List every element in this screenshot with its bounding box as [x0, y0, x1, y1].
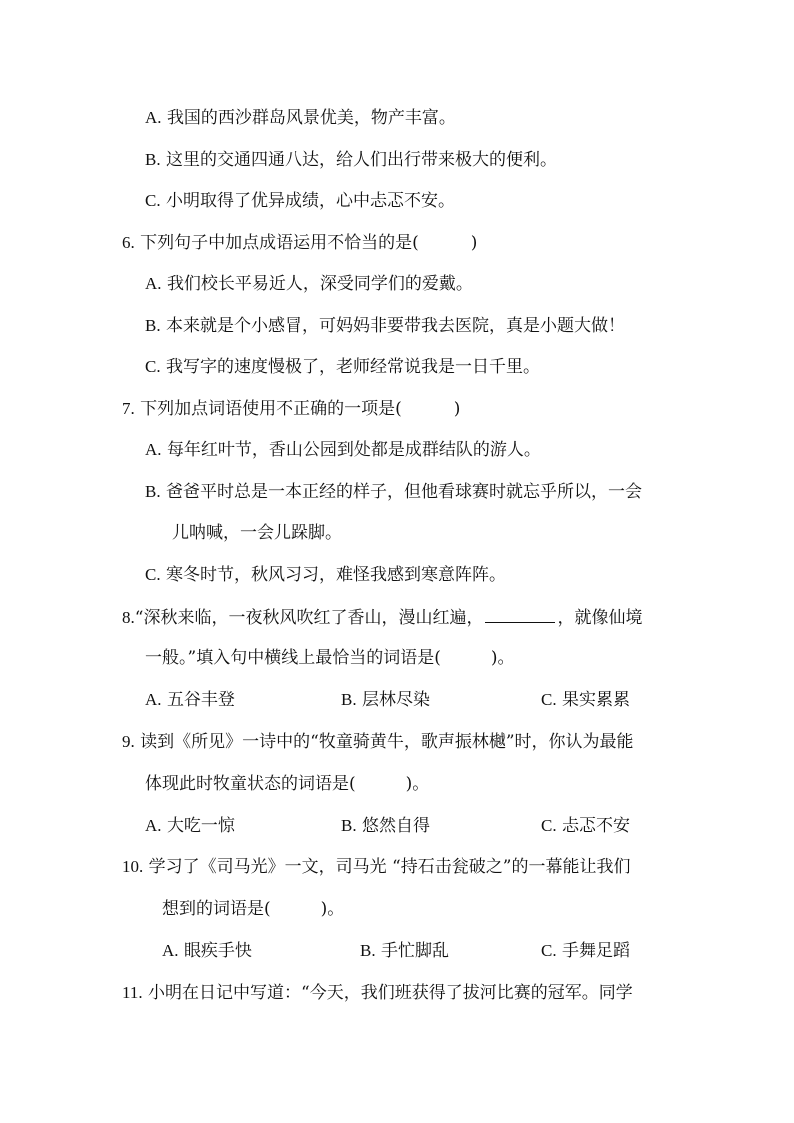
answer-paren-close: ) — [453, 399, 461, 419]
option-label: C. — [145, 357, 161, 376]
option-label: C. — [145, 565, 161, 584]
question-6-stem — [122, 232, 477, 254]
option-label: A. — [162, 941, 179, 960]
question-7-stem — [122, 398, 460, 420]
question-number: 6. — [122, 233, 135, 252]
question-number: 8. — [122, 608, 135, 627]
option-label: C. — [145, 191, 161, 210]
prev-option-b — [145, 149, 557, 171]
q10-option-a — [162, 940, 252, 962]
question-number: 11. — [122, 983, 143, 1002]
option-label: B. — [145, 150, 161, 169]
option-label: C. — [541, 941, 557, 960]
question-11-stem — [122, 982, 633, 1004]
answer-paren-close: )。 — [490, 648, 515, 668]
answer-paren-close: )。 — [320, 899, 345, 919]
q7-option-c — [145, 564, 506, 586]
question-number: 9. — [122, 732, 135, 751]
q7-option-b — [145, 481, 642, 503]
option-label: B. — [341, 816, 357, 835]
question-stem: 想到的词语是( — [162, 899, 271, 919]
option-text: 爸爸平时总是一本正经的样子，但他看球赛时就忘乎所以，一会 — [166, 482, 642, 502]
option-label: C. — [541, 690, 557, 709]
q7-option-a — [145, 439, 541, 461]
q10-option-c — [541, 940, 630, 962]
option-text: 每年红叶节，香山公园到处都是成群结队的游人。 — [166, 440, 541, 460]
question-stem: 下列加点词语使用不正确的一项是( — [140, 399, 402, 419]
question-9-stem-line2 — [145, 773, 429, 795]
question-stem-tail: ，就像仙境 — [557, 608, 643, 628]
option-label: A. — [145, 690, 162, 709]
q6-option-a — [145, 273, 473, 295]
option-label: A. — [145, 440, 162, 459]
q8-option-a — [145, 689, 235, 711]
option-label: B. — [145, 482, 161, 501]
option-text: 寒冬时节，秋风习习，难怪我感到寒意阵阵。 — [166, 565, 506, 585]
question-10-stem — [122, 856, 630, 878]
q7-option-b-cont — [172, 522, 342, 544]
prev-option-a — [145, 107, 456, 129]
question-stem: 学习了《司马光》一文，司马光 “持石击瓮破之”的一幕能让我们 — [148, 857, 631, 877]
option-label: B. — [145, 316, 161, 335]
question-stem: 下列句子中加点成语运用不恰当的是( — [140, 233, 419, 253]
option-text-continued: 儿呐喊，一会儿跺脚。 — [172, 523, 342, 543]
option-text: 手舞足蹈 — [562, 941, 630, 961]
option-text: 这里的交通四通八达，给人们出行带来极大的便利。 — [166, 150, 557, 170]
prev-option-c — [145, 190, 455, 212]
question-stem: 小明在日记中写道：“今天，我们班获得了拔河比赛的冠军。同学 — [148, 983, 633, 1003]
option-text: 忐忑不安 — [562, 816, 630, 836]
question-stem: “深秋来临，一夜秋风吹红了香山，漫山红遍， — [134, 608, 484, 628]
option-text: 手忙脚乱 — [381, 941, 449, 961]
q6-option-b — [145, 315, 625, 337]
question-stem: 读到《所见》一诗中的“牧童骑黄牛，歌声振林樾”时，你认为最能 — [140, 732, 634, 752]
question-number: 10. — [122, 857, 144, 876]
option-label: C. — [541, 816, 557, 835]
option-label: A. — [145, 816, 162, 835]
q9-option-a — [145, 815, 235, 837]
q9-option-b — [341, 815, 430, 837]
option-label: B. — [341, 690, 357, 709]
option-text: 层林尽染 — [362, 690, 430, 710]
option-text: 大吃一惊 — [166, 816, 235, 836]
q9-option-c — [541, 815, 630, 837]
option-text: 眼疾手快 — [183, 941, 252, 961]
option-text: 果实累累 — [562, 690, 630, 710]
q8-option-b — [341, 689, 430, 711]
question-10-stem-line2 — [162, 898, 344, 920]
question-8-stem-line2 — [145, 647, 514, 669]
question-number: 7. — [122, 399, 135, 418]
fill-blank — [485, 606, 555, 623]
option-label: A. — [145, 108, 162, 127]
option-text: 我们校长平易近人，深受同学们的爱戴。 — [166, 274, 473, 294]
option-label: B. — [360, 941, 376, 960]
answer-paren-close: ) — [470, 233, 478, 253]
answer-paren-close: )。 — [405, 774, 430, 794]
option-label: A. — [145, 274, 162, 293]
option-text: 悠然自得 — [362, 816, 430, 836]
q10-option-b — [360, 940, 449, 962]
question-stem: 体现此时牧童状态的词语是( — [145, 774, 356, 794]
question-9-stem — [122, 731, 634, 753]
option-text: 我国的西沙群岛风景优美，物产丰富。 — [166, 108, 456, 128]
q8-option-c — [541, 689, 630, 711]
option-text: 小明取得了优异成绩，心中忐忑不安。 — [166, 191, 455, 211]
option-text: 我写字的速度慢极了，老师经常说我是一日千里。 — [166, 357, 540, 377]
option-text: 本来就是个小感冒，可妈妈非要带我去医院，真是小题大做！ — [166, 316, 625, 336]
question-8-stem — [122, 606, 642, 629]
q6-option-c — [145, 356, 540, 378]
question-stem: 一般。”填入句中横线上最恰当的词语是( — [145, 648, 441, 668]
option-text: 五谷丰登 — [166, 690, 235, 710]
